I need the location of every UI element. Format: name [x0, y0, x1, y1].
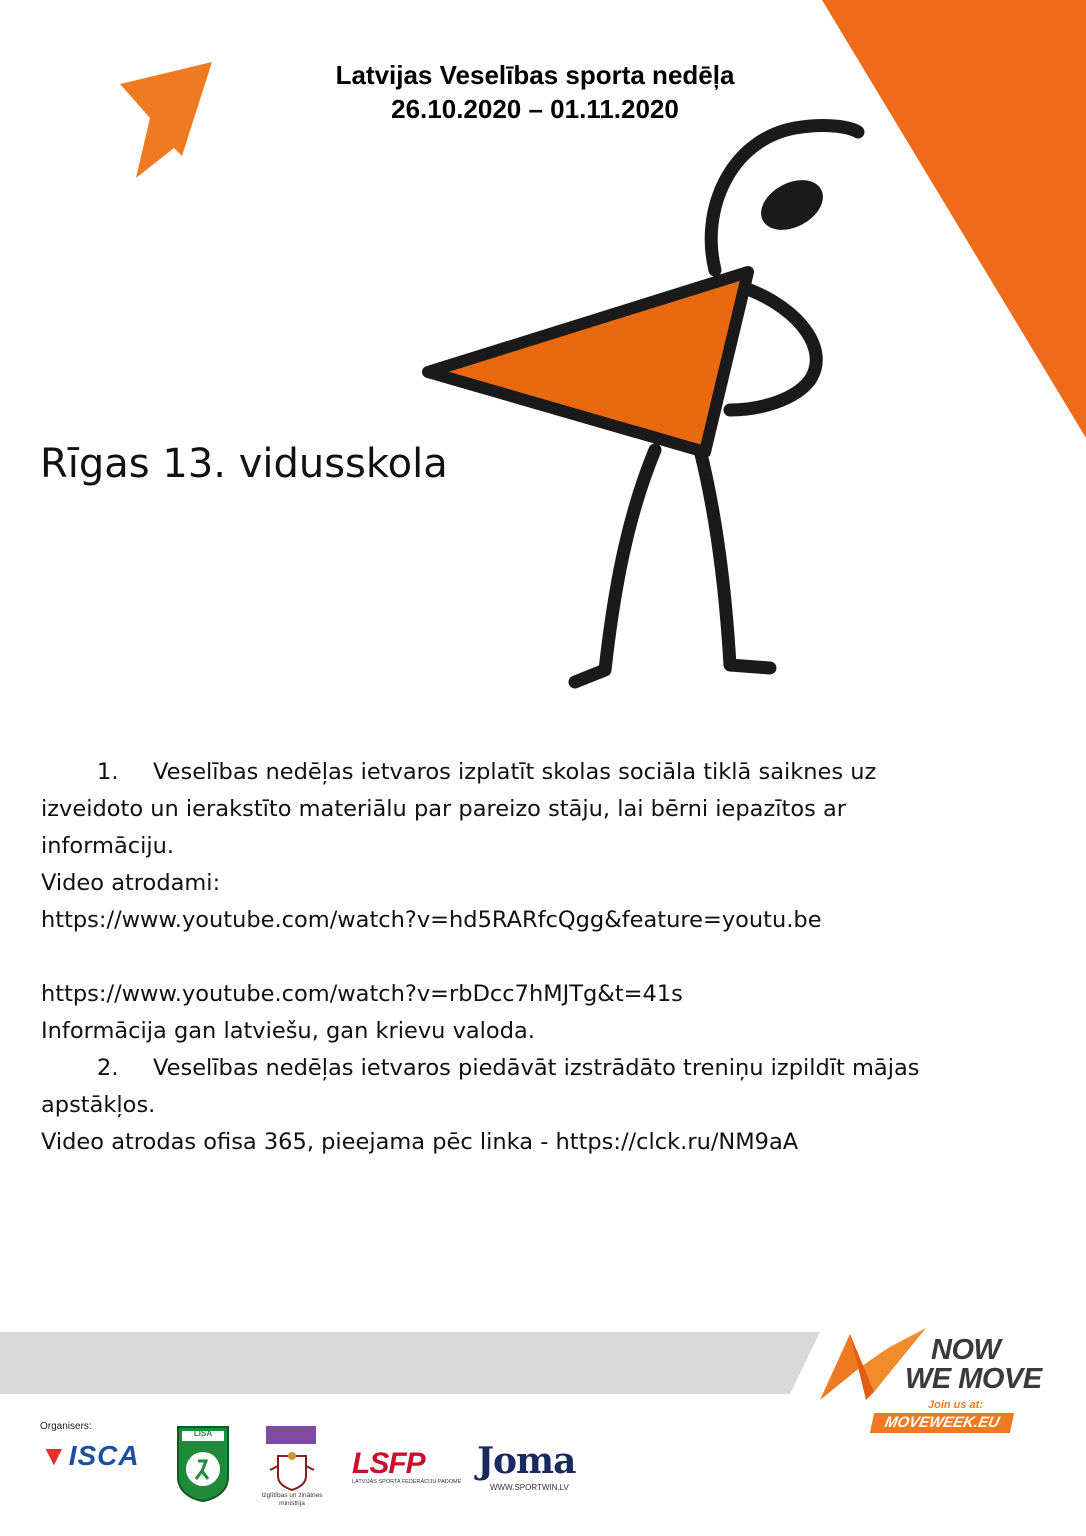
- item-2-line-2: apstākļos.: [41, 1092, 156, 1118]
- item-1-text-1: Veselības nedēļas ietvaros izplatīt skolas sociāla tiklā saiknes uz: [153, 759, 877, 785]
- ministry-coat-of-arms-icon: [268, 1450, 316, 1492]
- video-link-1[interactable]: https://www.youtube.com/watch?v=hd5RARfcQgg&feature=youtu.be: [41, 907, 822, 933]
- joma-logo: Joma: [477, 1440, 576, 1482]
- lsfp-logo: LSFP: [352, 1447, 425, 1480]
- title-line-1: Latvijas Veselības sporta nedēļa: [335, 60, 735, 90]
- title-line-2: 26.10.2020 – 01.11.2020: [391, 94, 679, 124]
- ministry-color-bar: [266, 1426, 316, 1444]
- item-1-number: 1.: [97, 759, 119, 785]
- lsfp-sub-label: LATVIJAS SPORTA FEDERĀCIJU PADOME: [352, 1479, 462, 1485]
- item-2-video-line: Video atrodas ofisa 365, pieejama pēc linka - https://clck.ru/NM9aA: [41, 1129, 799, 1155]
- now-we-move-logo: [905, 1336, 1042, 1394]
- item-1-line-1: [41, 754, 876, 791]
- school-name: Rīgas 13. vidusskola: [40, 441, 448, 487]
- isca-logo-text: ISCA: [68, 1440, 140, 1471]
- moveweek-arrow-icon: [112, 60, 217, 185]
- item-2-text-1: Veselības nedēļas ietvaros piedāvāt izstrādāto treniņu izpildīt mājas: [153, 1055, 920, 1081]
- lisa-logo-text: LISA: [193, 1429, 213, 1438]
- item-1-line-2: izveidoto un ierakstīto materiālu par pareizo stāju, lai bērni iepazītos ar: [41, 796, 847, 822]
- organisers-label: Organisers:: [40, 1421, 92, 1432]
- join-label: Join us at:: [928, 1399, 984, 1411]
- stick-figure-illustration: [400, 110, 880, 700]
- moveweek-link[interactable]: MOVEWEEK.EU: [870, 1413, 1014, 1433]
- joma-sub-label: WWW.SPORTWIN.LV: [490, 1483, 569, 1492]
- item-2-line-1: [41, 1050, 919, 1087]
- item-1-line-3: informāciju.: [41, 833, 175, 859]
- brand-line-2: WE MOVE: [905, 1363, 1042, 1395]
- video-label: Video atrodami:: [41, 870, 221, 896]
- language-note: Informācija gan latviešu, gan krievu valoda.: [41, 1018, 535, 1044]
- brand-line-1: NOW: [931, 1334, 1001, 1366]
- item-2-number: 2.: [97, 1055, 119, 1081]
- ministry-label: Izglītības un zinātnes ministrija: [261, 1492, 323, 1507]
- video-link-2[interactable]: https://www.youtube.com/watch?v=rbDcc7hMJTg&t=41s: [41, 981, 683, 1007]
- isca-logo: ▼ISCA: [40, 1440, 140, 1471]
